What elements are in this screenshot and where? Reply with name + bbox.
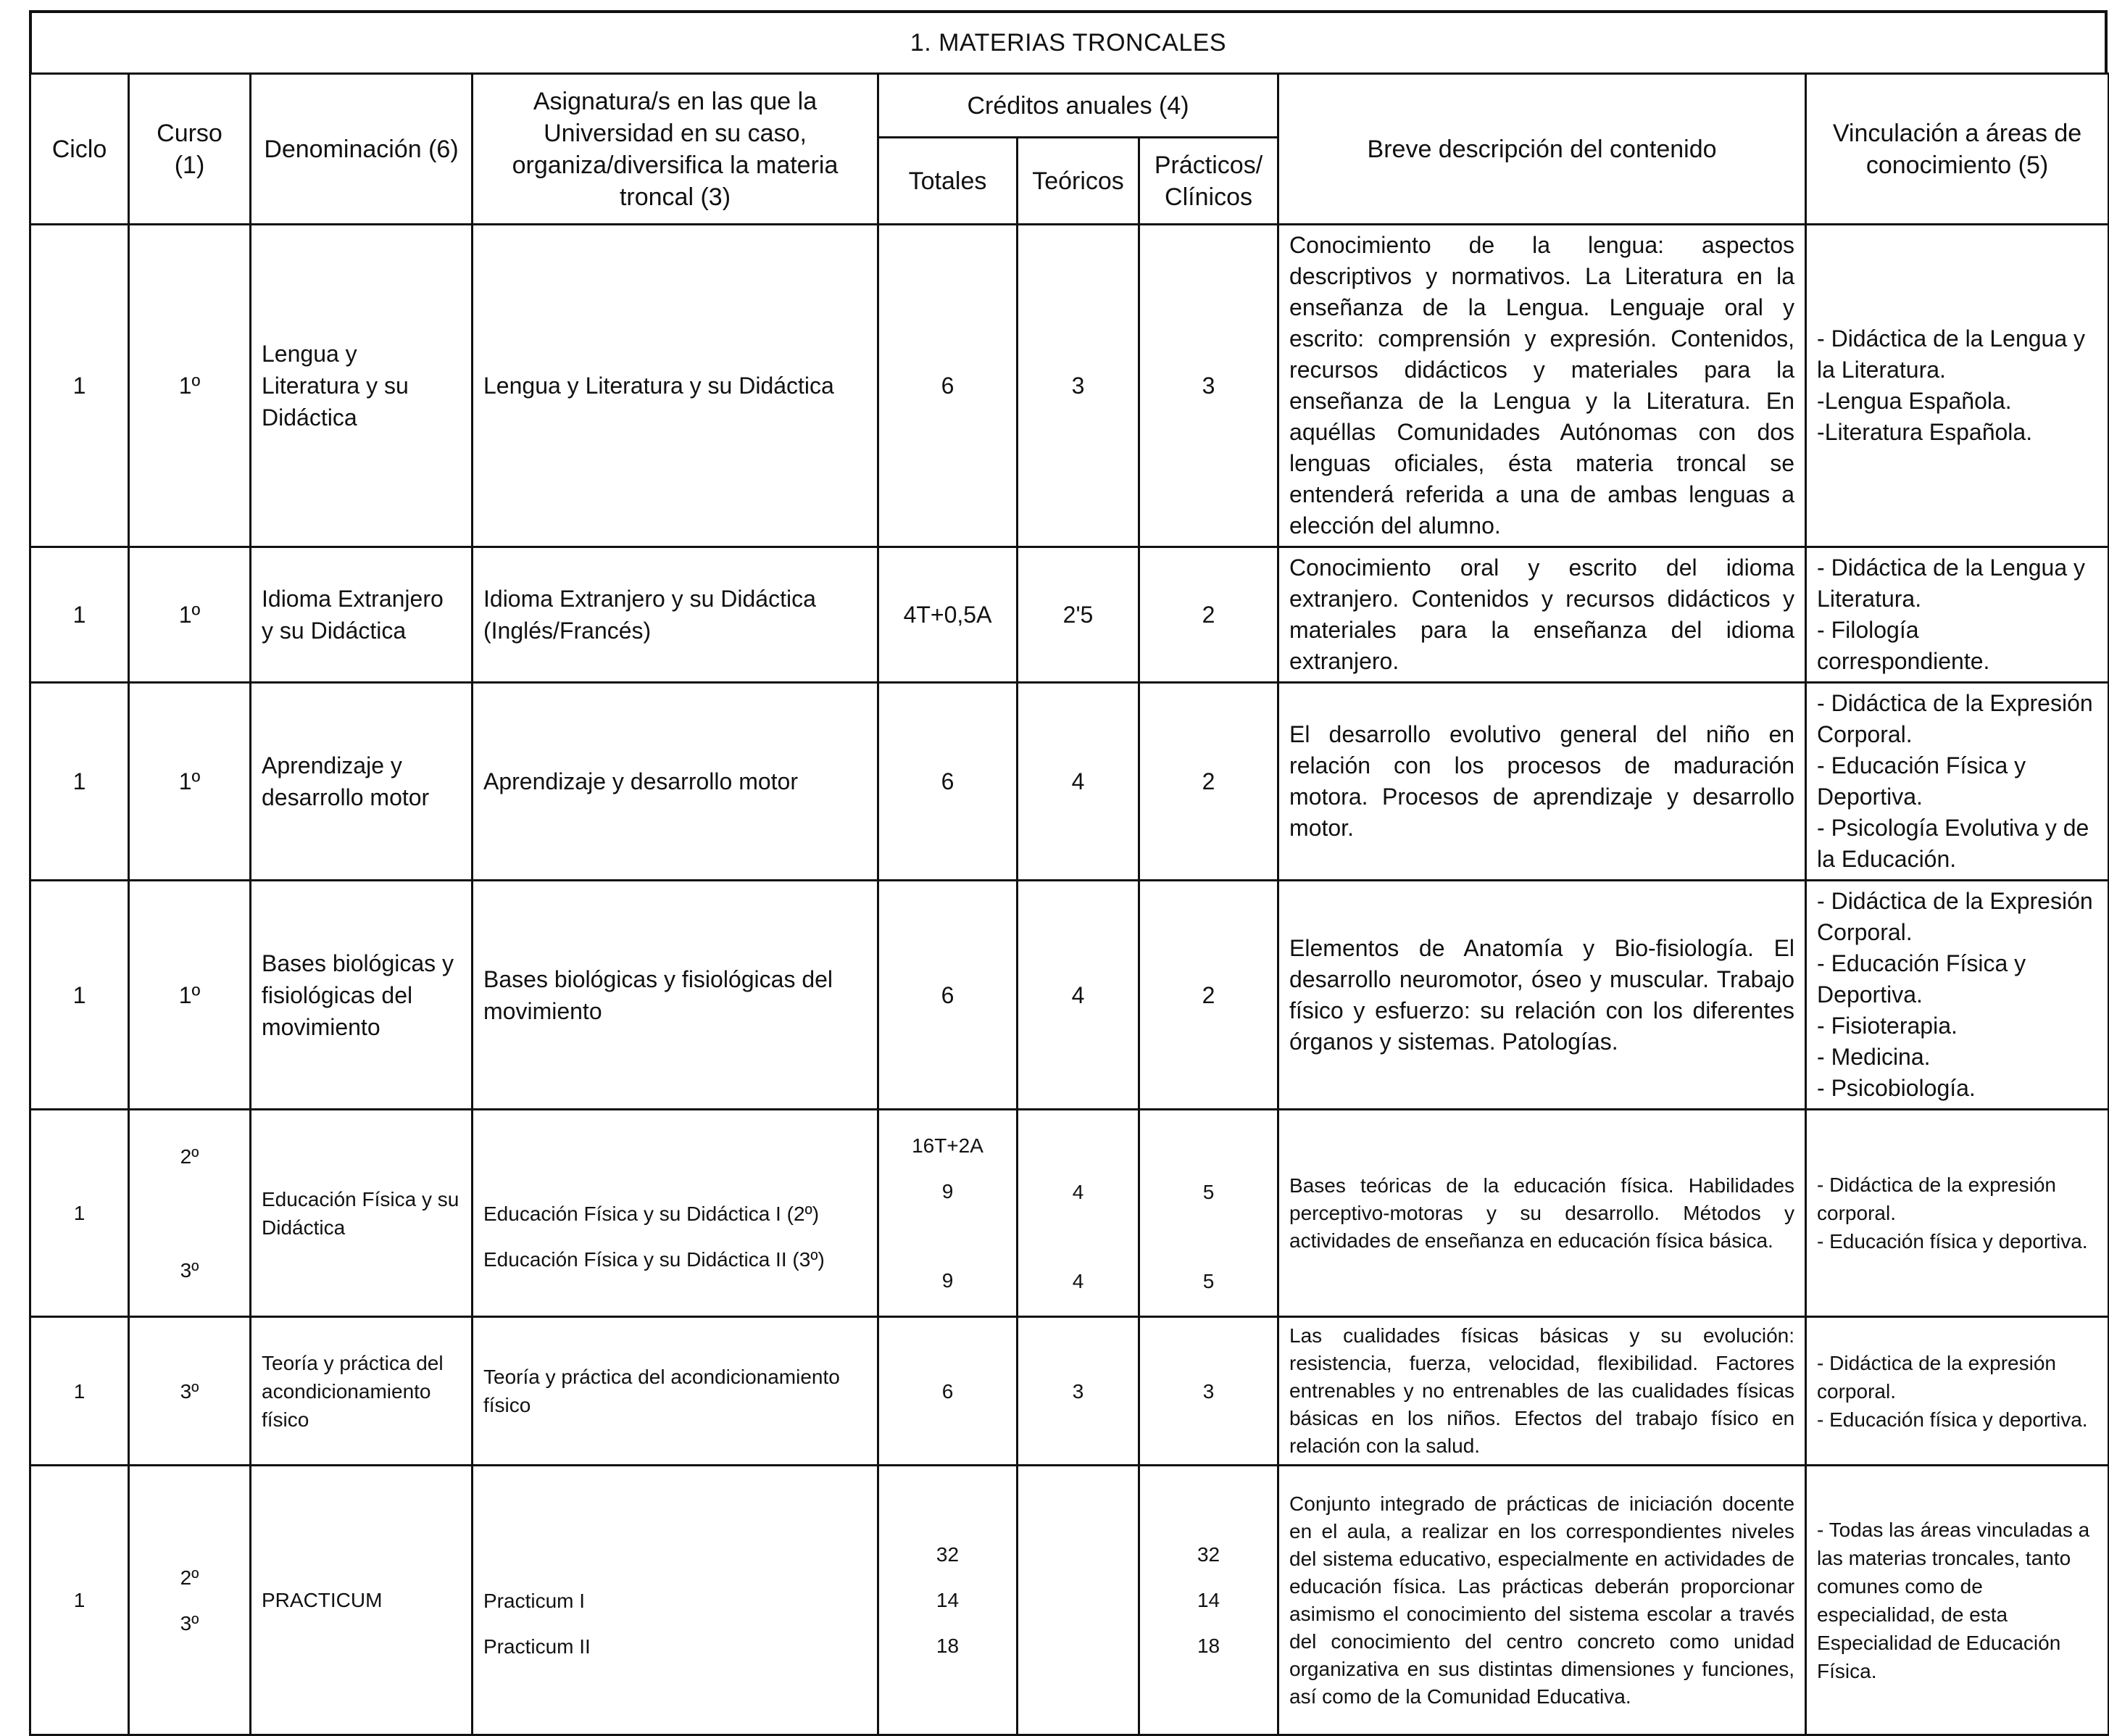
- materias-table: [29, 72, 2109, 1736]
- cell-practicos: 2: [1139, 881, 1278, 1110]
- header-descripcion: Breve descripción del contenido: [1278, 74, 1806, 225]
- cell-asignatura: Lengua y Literatura y su Didáctica: [473, 225, 878, 547]
- asignatura-item: Educación Física y su Didáctica II (3º): [483, 1247, 825, 1271]
- cell-curso: 1º: [129, 225, 251, 547]
- area-item: - Didáctica de la expresión corporal.: [1817, 1351, 2056, 1403]
- area-item: - Didáctica de la Expresión Corporal.: [1817, 888, 2093, 945]
- cell-teoricos: 3: [1018, 225, 1139, 547]
- cell-curso: 3º: [129, 1317, 251, 1466]
- header-curso: Curso (1): [129, 74, 251, 225]
- cell-practicos: [1139, 1110, 1278, 1317]
- cell-areas: [1806, 1317, 2109, 1466]
- cell-descripcion: Bases teóricas de la educación física. Habilidades perceptivo-motoras y su desarrollo. Métodos y actividades de enseñanza en educación física básica.: [1278, 1110, 1806, 1317]
- cell-areas: [1806, 225, 2109, 547]
- troncales-document: [29, 10, 2108, 1736]
- cell-areas: [1806, 547, 2109, 683]
- header-practicos: Prácticos/ Clínicos: [1139, 138, 1278, 225]
- cell-ciclo: 1: [30, 1317, 129, 1466]
- totales-value: 18: [936, 1635, 960, 1657]
- cell-practicos: [1139, 1466, 1278, 1735]
- cell-curso: 1º: [129, 547, 251, 683]
- cell-totales: [878, 1466, 1018, 1735]
- area-item: - Psicobiología.: [1817, 1075, 1976, 1101]
- cell-descripcion: Conocimiento oral y escrito del idioma extranjero. Contenidos y recursos didácticos y materiales para la enseñanza del idioma extranjero.: [1278, 547, 1806, 683]
- area-item: -Lengua Española.: [1817, 388, 2012, 414]
- table-row: [30, 683, 2109, 881]
- cell-totales: 6: [878, 881, 1018, 1110]
- teoricos-value: 4: [1072, 1269, 1084, 1292]
- cell-denominacion: Bases biológicas y fisiológicas del movimiento: [251, 881, 473, 1110]
- totales-value: 14: [936, 1589, 960, 1611]
- table-row: [30, 1317, 2109, 1466]
- cell-curso: 1º: [129, 683, 251, 881]
- cell-denominacion: Educación Física y su Didáctica: [251, 1110, 473, 1317]
- cell-ciclo: 1: [30, 547, 129, 683]
- cell-asignatura: Teoría y práctica del acondicionamiento físico: [473, 1317, 878, 1466]
- cell-totales: 6: [878, 225, 1018, 547]
- cell-practicos: 2: [1139, 547, 1278, 683]
- cell-areas: [1806, 881, 2109, 1110]
- cell-denominacion: Teoría y práctica del acondicionamiento físico: [251, 1317, 473, 1466]
- teoricos-value: 4: [1072, 1180, 1084, 1203]
- area-item: - Fisioterapia.: [1817, 1013, 1958, 1039]
- area-item: - Didáctica de la Lengua y la Literatura.: [1817, 325, 2086, 383]
- cell-practicos: 3: [1139, 1317, 1278, 1466]
- area-item: - Educación física y deportiva.: [1817, 1408, 2088, 1431]
- cell-totales: 6: [878, 683, 1018, 881]
- cell-denominacion: Idioma Extranjero y su Didáctica: [251, 547, 473, 683]
- area-item: - Medicina.: [1817, 1044, 1931, 1070]
- asignatura-item: Practicum I: [483, 1589, 586, 1612]
- cell-denominacion: PRACTICUM: [251, 1466, 473, 1735]
- totales-value: 16T+2A: [912, 1134, 983, 1157]
- area-item: - Educación Física y Deportiva.: [1817, 950, 2026, 1008]
- cell-asignatura: Aprendizaje y desarrollo motor: [473, 683, 878, 881]
- area-item: - Didáctica de la Expresión Corporal.: [1817, 690, 2093, 747]
- practicos-value: 14: [1197, 1589, 1220, 1611]
- table-row: [30, 1110, 2109, 1317]
- cell-teoricos: 2'5: [1018, 547, 1139, 683]
- cell-curso: [129, 1466, 251, 1735]
- cell-ciclo: 1: [30, 683, 129, 881]
- cell-teoricos: 3: [1018, 1317, 1139, 1466]
- cell-teoricos: 4: [1018, 683, 1139, 881]
- cell-practicos: 2: [1139, 683, 1278, 881]
- header-teoricos: Teóricos: [1018, 138, 1139, 225]
- cell-descripcion: Las cualidades físicas básicas y su evolución: resistencia, fuerza, velocidad, flexibilidad. Factores entrenables y no entrenables de las cualidades físicas básicas en los niños. Efectos del trabajo físico en relación con la salud.: [1278, 1317, 1806, 1466]
- cell-teoricos: [1018, 1466, 1139, 1735]
- cell-asignatura: Idioma Extranjero y su Didáctica (Inglés/Francés): [473, 547, 878, 683]
- cell-ciclo: 1: [30, 1110, 129, 1317]
- table-row: [30, 547, 2109, 683]
- cell-asignatura: Bases biológicas y fisiológicas del movimiento: [473, 881, 878, 1110]
- totales-value: 32: [936, 1543, 960, 1566]
- cell-curso: 1º: [129, 881, 251, 1110]
- totales-value: 9: [941, 1269, 954, 1292]
- cell-areas: [1806, 683, 2109, 881]
- cell-practicos: 3: [1139, 225, 1278, 547]
- cell-totales: 6: [878, 1317, 1018, 1466]
- header-ciclo: Ciclo: [30, 74, 129, 225]
- curso-value: 3º: [180, 1611, 199, 1635]
- curso-value: 2º: [180, 1566, 199, 1589]
- header-totales: Totales: [878, 138, 1018, 225]
- cell-denominacion: Lengua y Literatura y su Didáctica: [251, 225, 473, 547]
- totales-value: 9: [941, 1180, 954, 1203]
- cell-totales: [878, 1110, 1018, 1317]
- practicos-value: 32: [1197, 1543, 1220, 1566]
- cell-descripcion: Conocimiento de la lengua: aspectos descriptivos y normativos. La Literatura en la enseñanza de la Lengua. Lenguaje oral y escrito: comprensión y expresión. Contenidos, recursos didácticos y materiales para la enseñanza de la Lengua y la Literatura. En aquéllas Comunidades Autónomas con dos lenguas oficiales, ésta materia troncal se entenderá referida a una de ambas lenguas a elección del alumno.: [1278, 225, 1806, 547]
- area-item: - Filología correspondiente.: [1817, 617, 1990, 674]
- area-item: - Didáctica de la expresión corporal.: [1817, 1174, 2056, 1224]
- cell-asignatura: [473, 1466, 878, 1735]
- area-item: - Educación física y deportiva.: [1817, 1230, 2088, 1253]
- header-asignatura: Asignatura/s en las que la Universidad en su caso, organiza/diversifica la materia troncal (3): [473, 74, 878, 225]
- cell-descripcion: Elementos de Anatomía y Bio-fisiología. El desarrollo neuromotor, óseo y muscular. Trabajo físico y esfuerzo: su relación con los diferentes órganos y sistemas. Patologías.: [1278, 881, 1806, 1110]
- area-item: - Psicología Evolutiva y de la Educación.: [1817, 815, 2089, 872]
- header-vinculacion: Vinculación a áreas de conocimiento (5): [1806, 74, 2109, 225]
- table-row: [30, 225, 2109, 547]
- cell-teoricos: [1018, 1110, 1139, 1317]
- cell-ciclo: 1: [30, 1466, 129, 1735]
- cell-areas: [1806, 1110, 2109, 1317]
- area-item: - Didáctica de la Lengua y Literatura.: [1817, 555, 2086, 612]
- table-row: [30, 1466, 2109, 1735]
- cell-descripcion: Conjunto integrado de prácticas de iniciación docente en el aula, a realizar en los correspondientes niveles del sistema educativo, especialmente en actividades de educación física. Las prácticas deberán proporcionar asimismo el conocimiento del sistema escolar a través del conocimiento del centro concreto como unidad organizativa en sus distintas dimensiones y funciones, así como de la Comunidad Educativa.: [1278, 1466, 1806, 1735]
- cell-ciclo: 1: [30, 881, 129, 1110]
- cell-areas: [1806, 1466, 2109, 1735]
- cell-asignatura: [473, 1110, 878, 1317]
- area-item: - Educación Física y Deportiva.: [1817, 752, 2026, 810]
- cell-curso: [129, 1110, 251, 1317]
- cell-totales: 4T+0,5A: [878, 547, 1018, 683]
- table-title: 1. MATERIAS TRONCALES: [29, 10, 2108, 72]
- practicos-value: 5: [1202, 1180, 1215, 1203]
- cell-ciclo: 1: [30, 225, 129, 547]
- header-denominacion: Denominación (6): [251, 74, 473, 225]
- cell-denominacion: Aprendizaje y desarrollo motor: [251, 683, 473, 881]
- cell-descripcion: El desarrollo evolutivo general del niño en relación con los procesos de maduración motora. Procesos de aprendizaje y desarrollo motor.: [1278, 683, 1806, 881]
- practicos-value: 18: [1197, 1635, 1220, 1657]
- cell-teoricos: 4: [1018, 881, 1139, 1110]
- table-row: [30, 881, 2109, 1110]
- area-item: - Todas las áreas vinculadas a las materias troncales, tanto comunes como de especialidad, de esta Especialidad de Educación Física.: [1817, 1518, 2090, 1682]
- curso-value: 3º: [180, 1258, 199, 1282]
- header-creditos: Créditos anuales (4): [878, 74, 1278, 138]
- curso-value: 2º: [180, 1145, 199, 1168]
- practicos-value: 5: [1202, 1269, 1215, 1292]
- asignatura-item: Practicum II: [483, 1635, 591, 1658]
- area-item: -Literatura Española.: [1817, 419, 2033, 445]
- asignatura-item: Educación Física y su Didáctica I (2º): [483, 1202, 820, 1225]
